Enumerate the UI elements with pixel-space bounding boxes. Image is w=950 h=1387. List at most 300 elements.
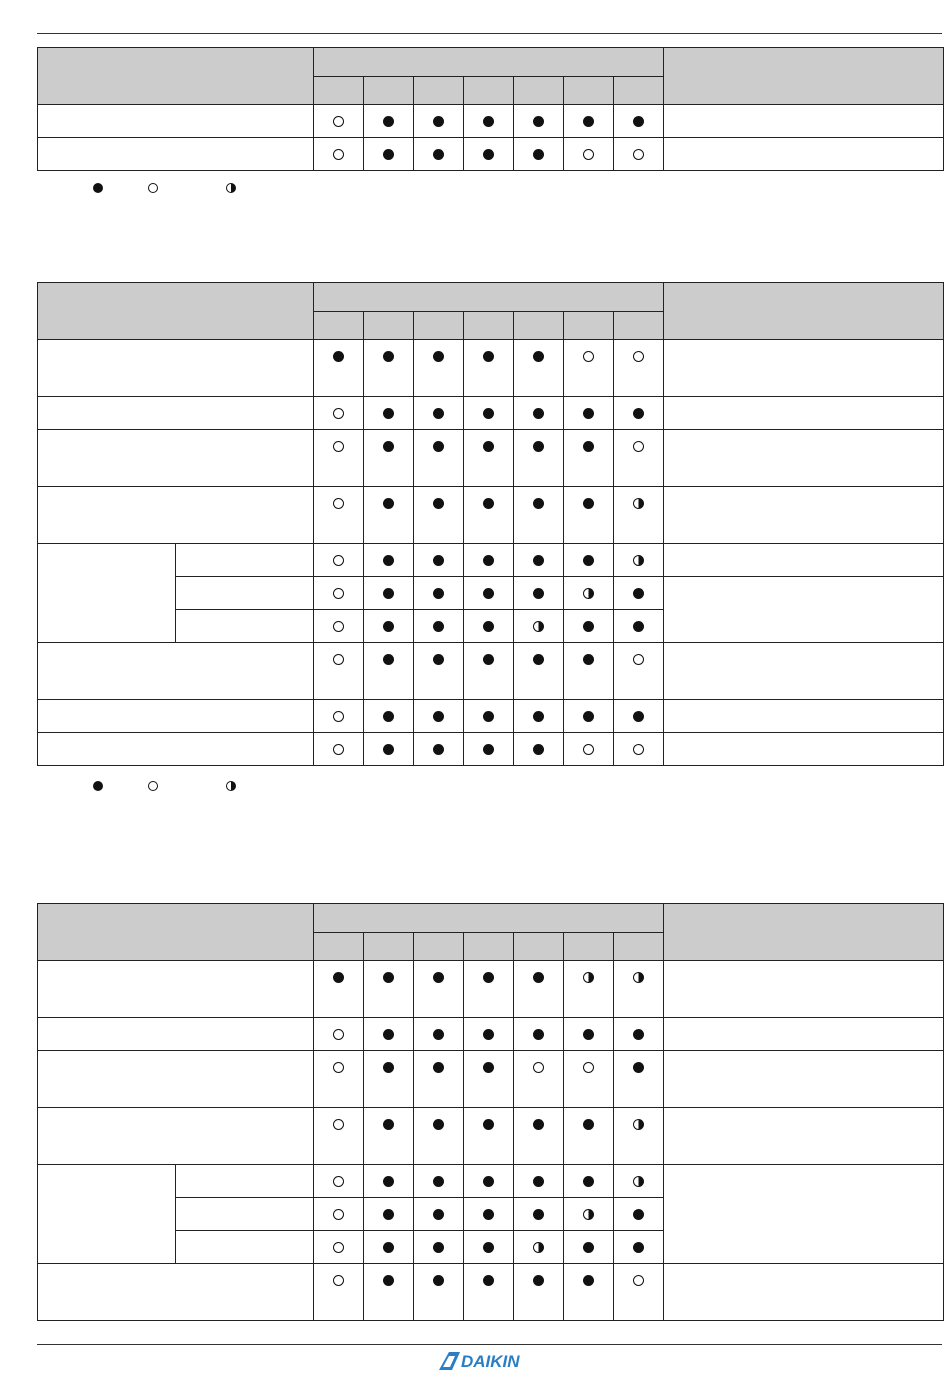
half-circle-icon <box>633 1119 644 1130</box>
table-row <box>38 1264 944 1321</box>
remarks-cell <box>664 1018 944 1051</box>
open-circle-icon <box>333 408 344 419</box>
group-label-cell <box>38 544 176 643</box>
open-circle-icon <box>333 1119 344 1130</box>
full-circle-icon <box>383 744 394 755</box>
mark-cell <box>564 138 614 171</box>
full-circle-icon <box>433 351 444 362</box>
mark-cell <box>564 105 614 138</box>
row-label-cell <box>38 1264 314 1321</box>
full-circle-icon <box>483 621 494 632</box>
mark-cell <box>364 105 414 138</box>
full-circle-icon <box>383 1242 394 1253</box>
full-circle-icon <box>533 441 544 452</box>
header-model-column <box>564 77 614 105</box>
remarks-cell <box>664 733 944 766</box>
mark-cell <box>464 1051 514 1108</box>
open-circle-icon <box>333 441 344 452</box>
mark-cell <box>564 610 614 643</box>
row-label-cell <box>38 700 314 733</box>
footer-rule <box>37 1344 942 1345</box>
header-model-column <box>364 312 414 340</box>
table-row <box>38 643 944 700</box>
full-circle-icon <box>433 441 444 452</box>
open-circle-icon <box>583 149 594 160</box>
open-circle-icon <box>633 1275 644 1286</box>
full-circle-icon <box>533 1176 544 1187</box>
full-circle-icon <box>433 116 444 127</box>
mark-cell <box>614 1198 664 1231</box>
remarks-cell <box>664 643 944 700</box>
full-circle-icon <box>633 1242 644 1253</box>
mark-cell <box>614 700 664 733</box>
legend-half-circle-icon <box>226 781 236 791</box>
full-circle-icon <box>483 555 494 566</box>
mark-cell <box>564 340 614 397</box>
legend-full-circle-icon <box>93 183 103 193</box>
full-circle-icon <box>433 621 444 632</box>
mark-cell <box>414 1231 464 1264</box>
full-circle-icon <box>633 621 644 632</box>
symbol-legend <box>37 183 337 197</box>
full-circle-icon <box>533 408 544 419</box>
mark-cell <box>314 1264 364 1321</box>
full-circle-icon <box>583 1176 594 1187</box>
sub-label-cell <box>176 1165 314 1198</box>
header-remarks <box>664 904 944 961</box>
mark-cell <box>614 544 664 577</box>
table-row <box>38 105 944 138</box>
table-row <box>38 700 944 733</box>
header-model-column <box>514 77 564 105</box>
mark-cell <box>614 733 664 766</box>
table-row <box>38 397 944 430</box>
mark-cell <box>514 1051 564 1108</box>
full-circle-icon <box>383 621 394 632</box>
mark-cell <box>364 577 414 610</box>
full-circle-icon <box>433 1176 444 1187</box>
mark-cell <box>414 733 464 766</box>
table-row <box>38 1108 944 1165</box>
table-row <box>38 1018 944 1051</box>
mark-cell <box>464 733 514 766</box>
svg-text:DAIKIN: DAIKIN <box>461 1352 520 1371</box>
mark-cell <box>514 397 564 430</box>
mark-cell <box>414 643 464 700</box>
full-circle-icon <box>533 116 544 127</box>
header-model-column <box>314 312 364 340</box>
mark-cell <box>364 610 414 643</box>
row-label-cell <box>38 1108 314 1165</box>
full-circle-icon <box>383 1119 394 1130</box>
mark-cell <box>414 1198 464 1231</box>
mark-cell <box>564 1231 614 1264</box>
mark-cell <box>614 1231 664 1264</box>
mark-cell <box>314 138 364 171</box>
mark-cell <box>364 1165 414 1198</box>
mark-cell <box>564 544 614 577</box>
remarks-cell <box>664 1051 944 1108</box>
mark-cell <box>414 700 464 733</box>
full-circle-icon <box>483 116 494 127</box>
full-circle-icon <box>533 1029 544 1040</box>
legend-half-circle-icon <box>226 183 236 193</box>
mark-cell <box>314 1231 364 1264</box>
header-model-column <box>464 312 514 340</box>
mark-cell <box>464 610 514 643</box>
mark-cell <box>614 961 664 1018</box>
full-circle-icon <box>433 1242 444 1253</box>
mark-cell <box>414 397 464 430</box>
full-circle-icon <box>583 116 594 127</box>
mark-cell <box>614 643 664 700</box>
header-model-column <box>514 933 564 961</box>
open-circle-icon <box>533 1062 544 1073</box>
full-circle-icon <box>633 116 644 127</box>
open-circle-icon <box>333 1029 344 1040</box>
header-models <box>314 283 664 312</box>
half-circle-icon <box>583 588 594 599</box>
full-circle-icon <box>633 408 644 419</box>
full-circle-icon <box>483 351 494 362</box>
full-circle-icon <box>533 972 544 983</box>
header-model-column <box>314 933 364 961</box>
mark-cell <box>614 397 664 430</box>
remarks-cell <box>664 1108 944 1165</box>
mark-cell <box>564 1198 614 1231</box>
mark-cell <box>564 961 614 1018</box>
full-circle-icon <box>383 408 394 419</box>
full-circle-icon <box>433 498 444 509</box>
full-circle-icon <box>433 654 444 665</box>
full-circle-icon <box>633 1209 644 1220</box>
mark-cell <box>614 1051 664 1108</box>
header-model-column <box>464 77 514 105</box>
header-model-column <box>414 312 464 340</box>
full-circle-icon <box>383 711 394 722</box>
mark-cell <box>314 1018 364 1051</box>
mark-cell <box>414 487 464 544</box>
mark-cell <box>314 643 364 700</box>
mark-cell <box>514 1231 564 1264</box>
row-label-cell <box>38 487 314 544</box>
sub-label-cell <box>176 1198 314 1231</box>
full-circle-icon <box>483 1029 494 1040</box>
full-circle-icon <box>483 1119 494 1130</box>
full-circle-icon <box>333 351 344 362</box>
mark-cell <box>414 430 464 487</box>
header-model-column <box>514 312 564 340</box>
mark-cell <box>514 1018 564 1051</box>
mark-cell <box>464 138 514 171</box>
header-models <box>314 48 664 77</box>
full-circle-icon <box>533 711 544 722</box>
full-circle-icon <box>533 744 544 755</box>
open-circle-icon <box>333 711 344 722</box>
remarks-cell <box>664 577 944 643</box>
mark-cell <box>514 544 564 577</box>
mark-cell <box>514 610 564 643</box>
open-circle-icon <box>633 351 644 362</box>
open-circle-icon <box>333 498 344 509</box>
full-circle-icon <box>383 1062 394 1073</box>
header-model-column <box>564 933 614 961</box>
mark-cell <box>464 1018 514 1051</box>
open-circle-icon <box>583 351 594 362</box>
full-circle-icon <box>433 1275 444 1286</box>
mark-cell <box>514 1198 564 1231</box>
full-circle-icon <box>533 1119 544 1130</box>
mark-cell <box>464 643 514 700</box>
full-circle-icon <box>383 588 394 599</box>
mark-cell <box>564 1051 614 1108</box>
half-circle-icon <box>633 555 644 566</box>
mark-cell <box>414 138 464 171</box>
full-circle-icon <box>333 972 344 983</box>
full-circle-icon <box>483 1275 494 1286</box>
table-row <box>38 138 944 171</box>
open-circle-icon <box>333 1209 344 1220</box>
remarks-cell <box>664 700 944 733</box>
mark-cell <box>564 1108 614 1165</box>
remarks-cell <box>664 397 944 430</box>
mark-cell <box>364 700 414 733</box>
header-remarks <box>664 48 944 105</box>
table-row <box>38 961 944 1018</box>
mark-cell <box>514 138 564 171</box>
full-circle-icon <box>533 555 544 566</box>
open-circle-icon <box>333 744 344 755</box>
full-circle-icon <box>583 654 594 665</box>
full-circle-icon <box>483 149 494 160</box>
remarks-cell <box>664 487 944 544</box>
full-circle-icon <box>383 972 394 983</box>
mark-cell <box>614 105 664 138</box>
header-model-column <box>364 77 414 105</box>
mark-cell <box>464 105 514 138</box>
mark-cell <box>464 487 514 544</box>
full-circle-icon <box>483 408 494 419</box>
full-circle-icon <box>483 711 494 722</box>
full-circle-icon <box>633 1029 644 1040</box>
compatibility-table <box>37 282 944 766</box>
header-remarks <box>664 283 944 340</box>
remarks-cell <box>664 430 944 487</box>
header-item <box>38 904 314 961</box>
sub-label-cell <box>176 577 314 610</box>
full-circle-icon <box>483 1062 494 1073</box>
mark-cell <box>414 610 464 643</box>
open-circle-icon <box>333 555 344 566</box>
table-row <box>38 544 944 577</box>
header-model-column <box>614 77 664 105</box>
mark-cell <box>414 1051 464 1108</box>
full-circle-icon <box>383 116 394 127</box>
full-circle-icon <box>433 555 444 566</box>
mark-cell <box>314 577 364 610</box>
mark-cell <box>614 1108 664 1165</box>
sub-label-cell <box>176 1231 314 1264</box>
mark-cell <box>564 700 614 733</box>
compatibility-table <box>37 47 944 171</box>
mark-cell <box>414 340 464 397</box>
full-circle-icon <box>433 1029 444 1040</box>
full-circle-icon <box>483 1242 494 1253</box>
header-model-column <box>464 933 514 961</box>
group-label-cell <box>38 1165 176 1264</box>
row-label-cell <box>38 1018 314 1051</box>
mark-cell <box>314 1165 364 1198</box>
mark-cell <box>514 643 564 700</box>
open-circle-icon <box>333 116 344 127</box>
header-models <box>314 904 664 933</box>
header-item <box>38 283 314 340</box>
row-label-cell <box>38 430 314 487</box>
open-circle-icon <box>333 1176 344 1187</box>
mark-cell <box>564 487 614 544</box>
mark-cell <box>364 430 414 487</box>
full-circle-icon <box>483 441 494 452</box>
mark-cell <box>514 700 564 733</box>
full-circle-icon <box>483 654 494 665</box>
full-circle-icon <box>633 711 644 722</box>
full-circle-icon <box>433 588 444 599</box>
mark-cell <box>364 1264 414 1321</box>
full-circle-icon <box>383 498 394 509</box>
mark-cell <box>314 1108 364 1165</box>
mark-cell <box>464 700 514 733</box>
full-circle-icon <box>483 744 494 755</box>
mark-cell <box>364 1018 414 1051</box>
mark-cell <box>364 544 414 577</box>
open-circle-icon <box>333 1062 344 1073</box>
mark-cell <box>614 1018 664 1051</box>
row-label-cell <box>38 961 314 1018</box>
remarks-cell <box>664 340 944 397</box>
mark-cell <box>614 138 664 171</box>
mark-cell <box>514 105 564 138</box>
mark-cell <box>364 138 414 171</box>
remarks-cell <box>664 961 944 1018</box>
mark-cell <box>364 733 414 766</box>
full-circle-icon <box>533 588 544 599</box>
table-row <box>38 487 944 544</box>
mark-cell <box>564 1018 614 1051</box>
mark-cell <box>414 1018 464 1051</box>
half-circle-icon <box>583 972 594 983</box>
mark-cell <box>464 1165 514 1198</box>
mark-cell <box>464 1198 514 1231</box>
full-circle-icon <box>433 1119 444 1130</box>
mark-cell <box>464 430 514 487</box>
symbol-legend <box>37 781 337 795</box>
header-model-column <box>564 312 614 340</box>
mark-cell <box>514 430 564 487</box>
mark-cell <box>514 340 564 397</box>
full-circle-icon <box>433 972 444 983</box>
full-circle-icon <box>383 441 394 452</box>
full-circle-icon <box>533 149 544 160</box>
table-row <box>38 1165 944 1198</box>
full-circle-icon <box>383 149 394 160</box>
full-circle-icon <box>583 1029 594 1040</box>
legend-full-circle-icon <box>93 781 103 791</box>
header-model-column <box>614 312 664 340</box>
mark-cell <box>464 961 514 1018</box>
mark-cell <box>314 1198 364 1231</box>
header-model-column <box>314 77 364 105</box>
full-circle-icon <box>633 588 644 599</box>
full-circle-icon <box>383 1029 394 1040</box>
mark-cell <box>514 961 564 1018</box>
open-circle-icon <box>333 588 344 599</box>
header-model-column <box>414 933 464 961</box>
remarks-cell <box>664 138 944 171</box>
row-label-cell <box>38 105 314 138</box>
mark-cell <box>464 577 514 610</box>
full-circle-icon <box>583 621 594 632</box>
mark-cell <box>464 1264 514 1321</box>
open-circle-icon <box>333 1275 344 1286</box>
full-circle-icon <box>483 1209 494 1220</box>
row-label-cell <box>38 397 314 430</box>
row-label-cell <box>38 643 314 700</box>
mark-cell <box>314 961 364 1018</box>
open-circle-icon <box>333 654 344 665</box>
mark-cell <box>614 610 664 643</box>
mark-cell <box>414 1264 464 1321</box>
full-circle-icon <box>433 408 444 419</box>
header-model-column <box>614 933 664 961</box>
mark-cell <box>464 397 514 430</box>
full-circle-icon <box>533 1209 544 1220</box>
half-circle-icon <box>533 1242 544 1253</box>
full-circle-icon <box>383 1275 394 1286</box>
mark-cell <box>564 577 614 610</box>
mark-cell <box>564 397 614 430</box>
mark-cell <box>564 1264 614 1321</box>
open-circle-icon <box>333 1242 344 1253</box>
mark-cell <box>364 1051 414 1108</box>
mark-cell <box>514 1108 564 1165</box>
full-circle-icon <box>583 1275 594 1286</box>
row-label-cell <box>38 733 314 766</box>
remarks-cell <box>664 1264 944 1321</box>
mark-cell <box>614 430 664 487</box>
half-circle-icon <box>583 1209 594 1220</box>
mark-cell <box>564 643 614 700</box>
full-circle-icon <box>433 744 444 755</box>
mark-cell <box>414 544 464 577</box>
full-circle-icon <box>433 711 444 722</box>
half-circle-icon <box>533 621 544 632</box>
header-item <box>38 48 314 105</box>
table-row <box>38 340 944 397</box>
header-model-column <box>364 933 414 961</box>
remarks-cell <box>664 544 944 577</box>
mark-cell <box>614 1165 664 1198</box>
mark-cell <box>314 733 364 766</box>
mark-cell <box>364 340 414 397</box>
full-circle-icon <box>383 654 394 665</box>
mark-cell <box>364 961 414 1018</box>
header-model-column <box>414 77 464 105</box>
sub-label-cell <box>176 544 314 577</box>
mark-cell <box>464 544 514 577</box>
half-circle-icon <box>633 1176 644 1187</box>
mark-cell <box>414 577 464 610</box>
full-circle-icon <box>533 498 544 509</box>
